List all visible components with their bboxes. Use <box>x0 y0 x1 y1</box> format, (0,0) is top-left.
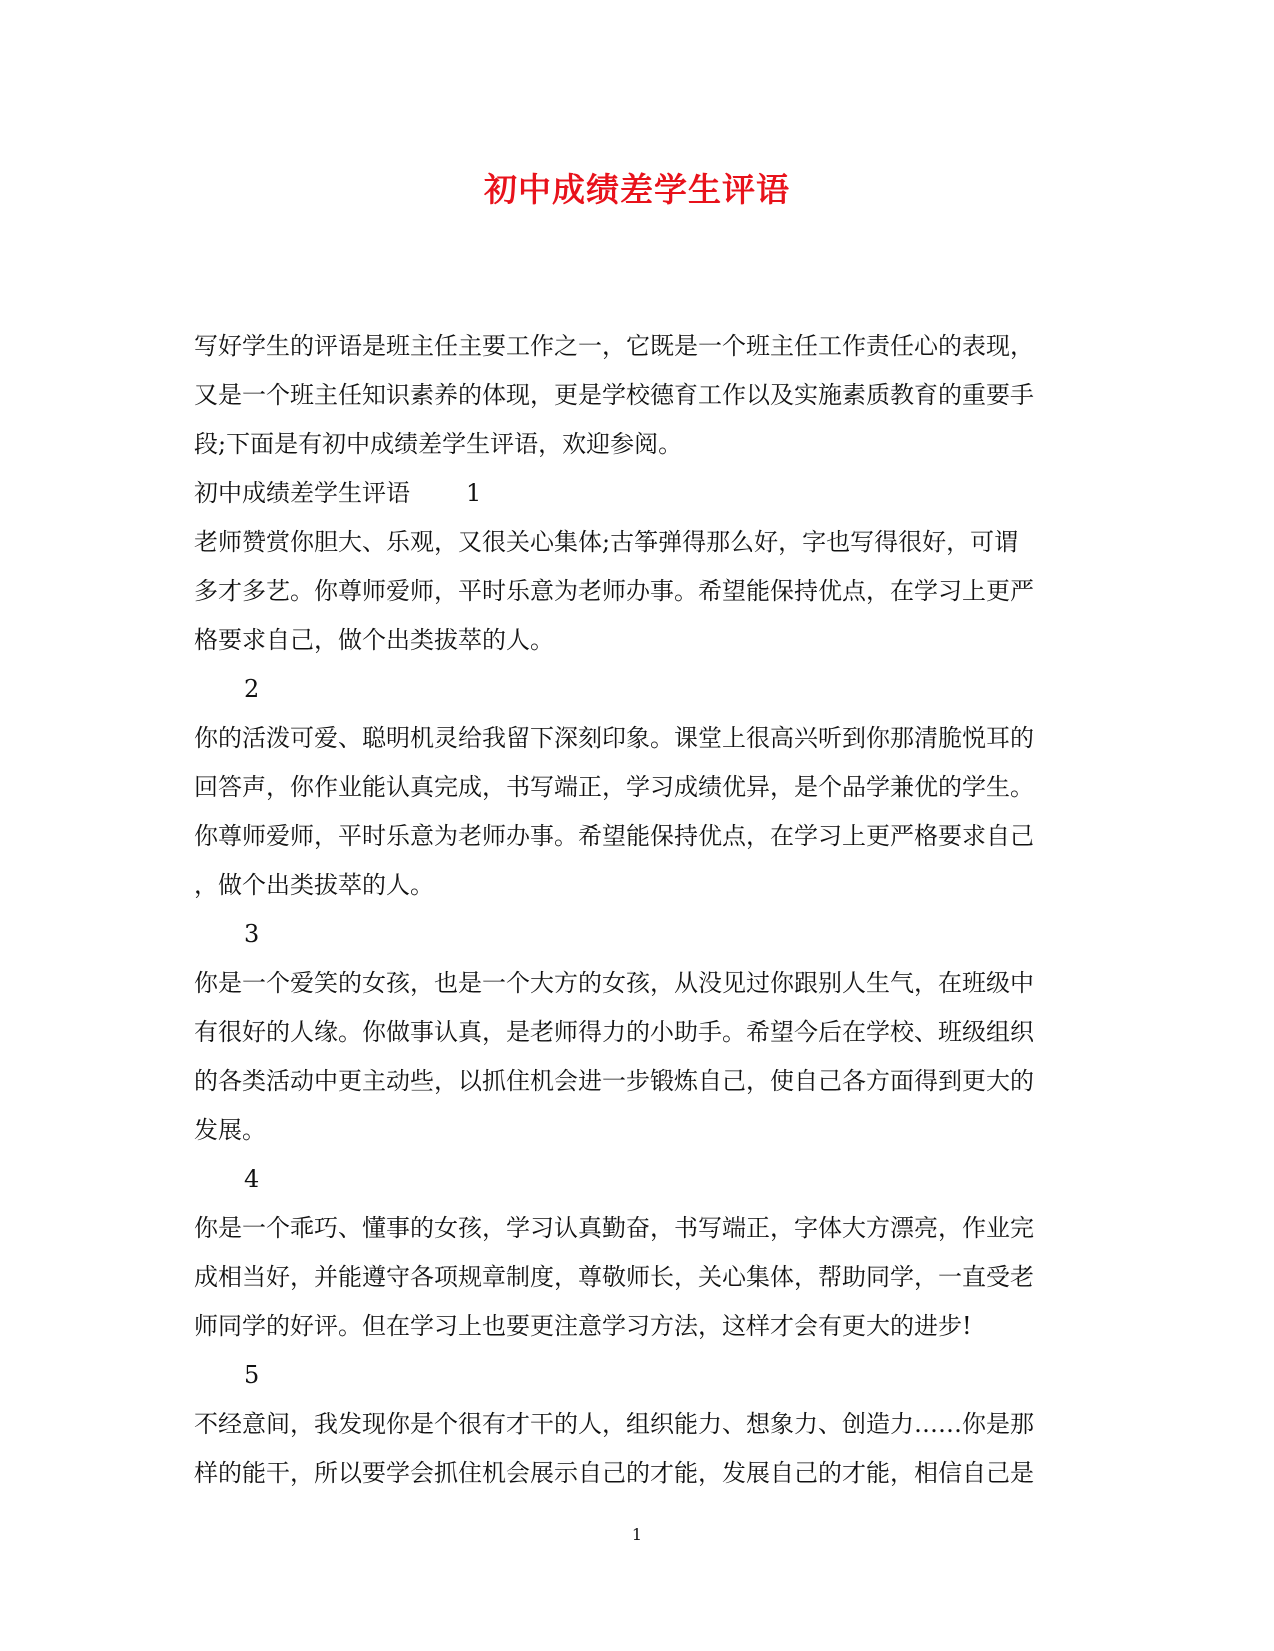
comment-line: 你的活泼可爱、聪明机灵给我留下深刻印象。课堂上很高兴听到你那清脆悦耳的 <box>194 724 1034 752</box>
comment-line: 格要求自己，做个出类拔萃的人。 <box>194 626 554 654</box>
intro-line: 写好学生的评语是班主任主要工作之一，它既是一个班主任工作责任心的表现， <box>194 332 1034 360</box>
comment-line: 样的能干，所以要学会抓住机会展示自己的才能，发展自己的才能，相信自己是 <box>194 1459 1034 1487</box>
comment-line: 老师赞赏你胆大、乐观，又很关心集体;古筝弹得那么好，字也写得很好，可谓 <box>194 528 1019 556</box>
comment-line: 你是一个乖巧、懂事的女孩，学习认真勤奋，书写端正，字体大方漂亮，作业完 <box>194 1214 1034 1242</box>
comment-number: 2 <box>244 675 260 703</box>
comment-3 <box>194 910 1078 1155</box>
intro-paragraph <box>194 322 1078 469</box>
comment-line: ，做个出类拔萃的人。 <box>194 871 434 899</box>
comment-line: 不经意间，我发现你是个很有才干的人，组织能力、想象力、创造力……你是那 <box>194 1410 1034 1438</box>
section-heading <box>194 469 1078 518</box>
comment-line: 多才多艺。你尊师爱师，平时乐意为老师办事。希望能保持优点，在学习上更严 <box>194 577 1034 605</box>
comment-number: 3 <box>244 920 260 948</box>
comment-number: 5 <box>244 1361 260 1389</box>
comment-5 <box>194 1351 1078 1498</box>
comment-line: 的各类活动中更主动些，以抓住机会进一步锻炼自己，使自己各方面得到更大的 <box>194 1067 1034 1095</box>
comment-line: 师同学的好评。但在学习上也要更注意学习方法，这样才会有更大的进步! <box>194 1312 972 1340</box>
comment-2 <box>194 665 1078 910</box>
section-heading-number: 1 <box>466 479 482 507</box>
document-body <box>194 322 1078 1498</box>
comment-4 <box>194 1155 1078 1351</box>
comment-line: 你尊师爱师，平时乐意为老师办事。希望能保持优点，在学习上更严格要求自己 <box>194 822 1034 850</box>
comment-line: 你是一个爱笑的女孩，也是一个大方的女孩，从没见过你跟别人生气，在班级中 <box>194 969 1034 997</box>
document-title: 初中成绩差学生评语 <box>484 170 790 209</box>
page-number: 1 <box>631 1525 643 1544</box>
intro-line: 段;下面是有初中成绩差学生评语，欢迎参阅。 <box>194 430 683 458</box>
comment-line: 发展。 <box>194 1116 266 1144</box>
comment-line: 有很好的人缘。你做事认真，是老师得力的小助手。希望今后在学校、班级组织 <box>194 1018 1034 1046</box>
section-heading-text: 初中成绩差学生评语 <box>194 479 410 507</box>
comment-line: 回答声，你作业能认真完成，书写端正，学习成绩优异，是个品学兼优的学生。 <box>194 773 1034 801</box>
comment-line: 成相当好，并能遵守各项规章制度，尊敬师长，关心集体，帮助同学，一直受老 <box>194 1263 1034 1291</box>
comment-number: 4 <box>244 1165 260 1193</box>
comment-1 <box>194 518 1078 665</box>
intro-line: 又是一个班主任知识素养的体现，更是学校德育工作以及实施素质教育的重要手 <box>194 381 1034 409</box>
